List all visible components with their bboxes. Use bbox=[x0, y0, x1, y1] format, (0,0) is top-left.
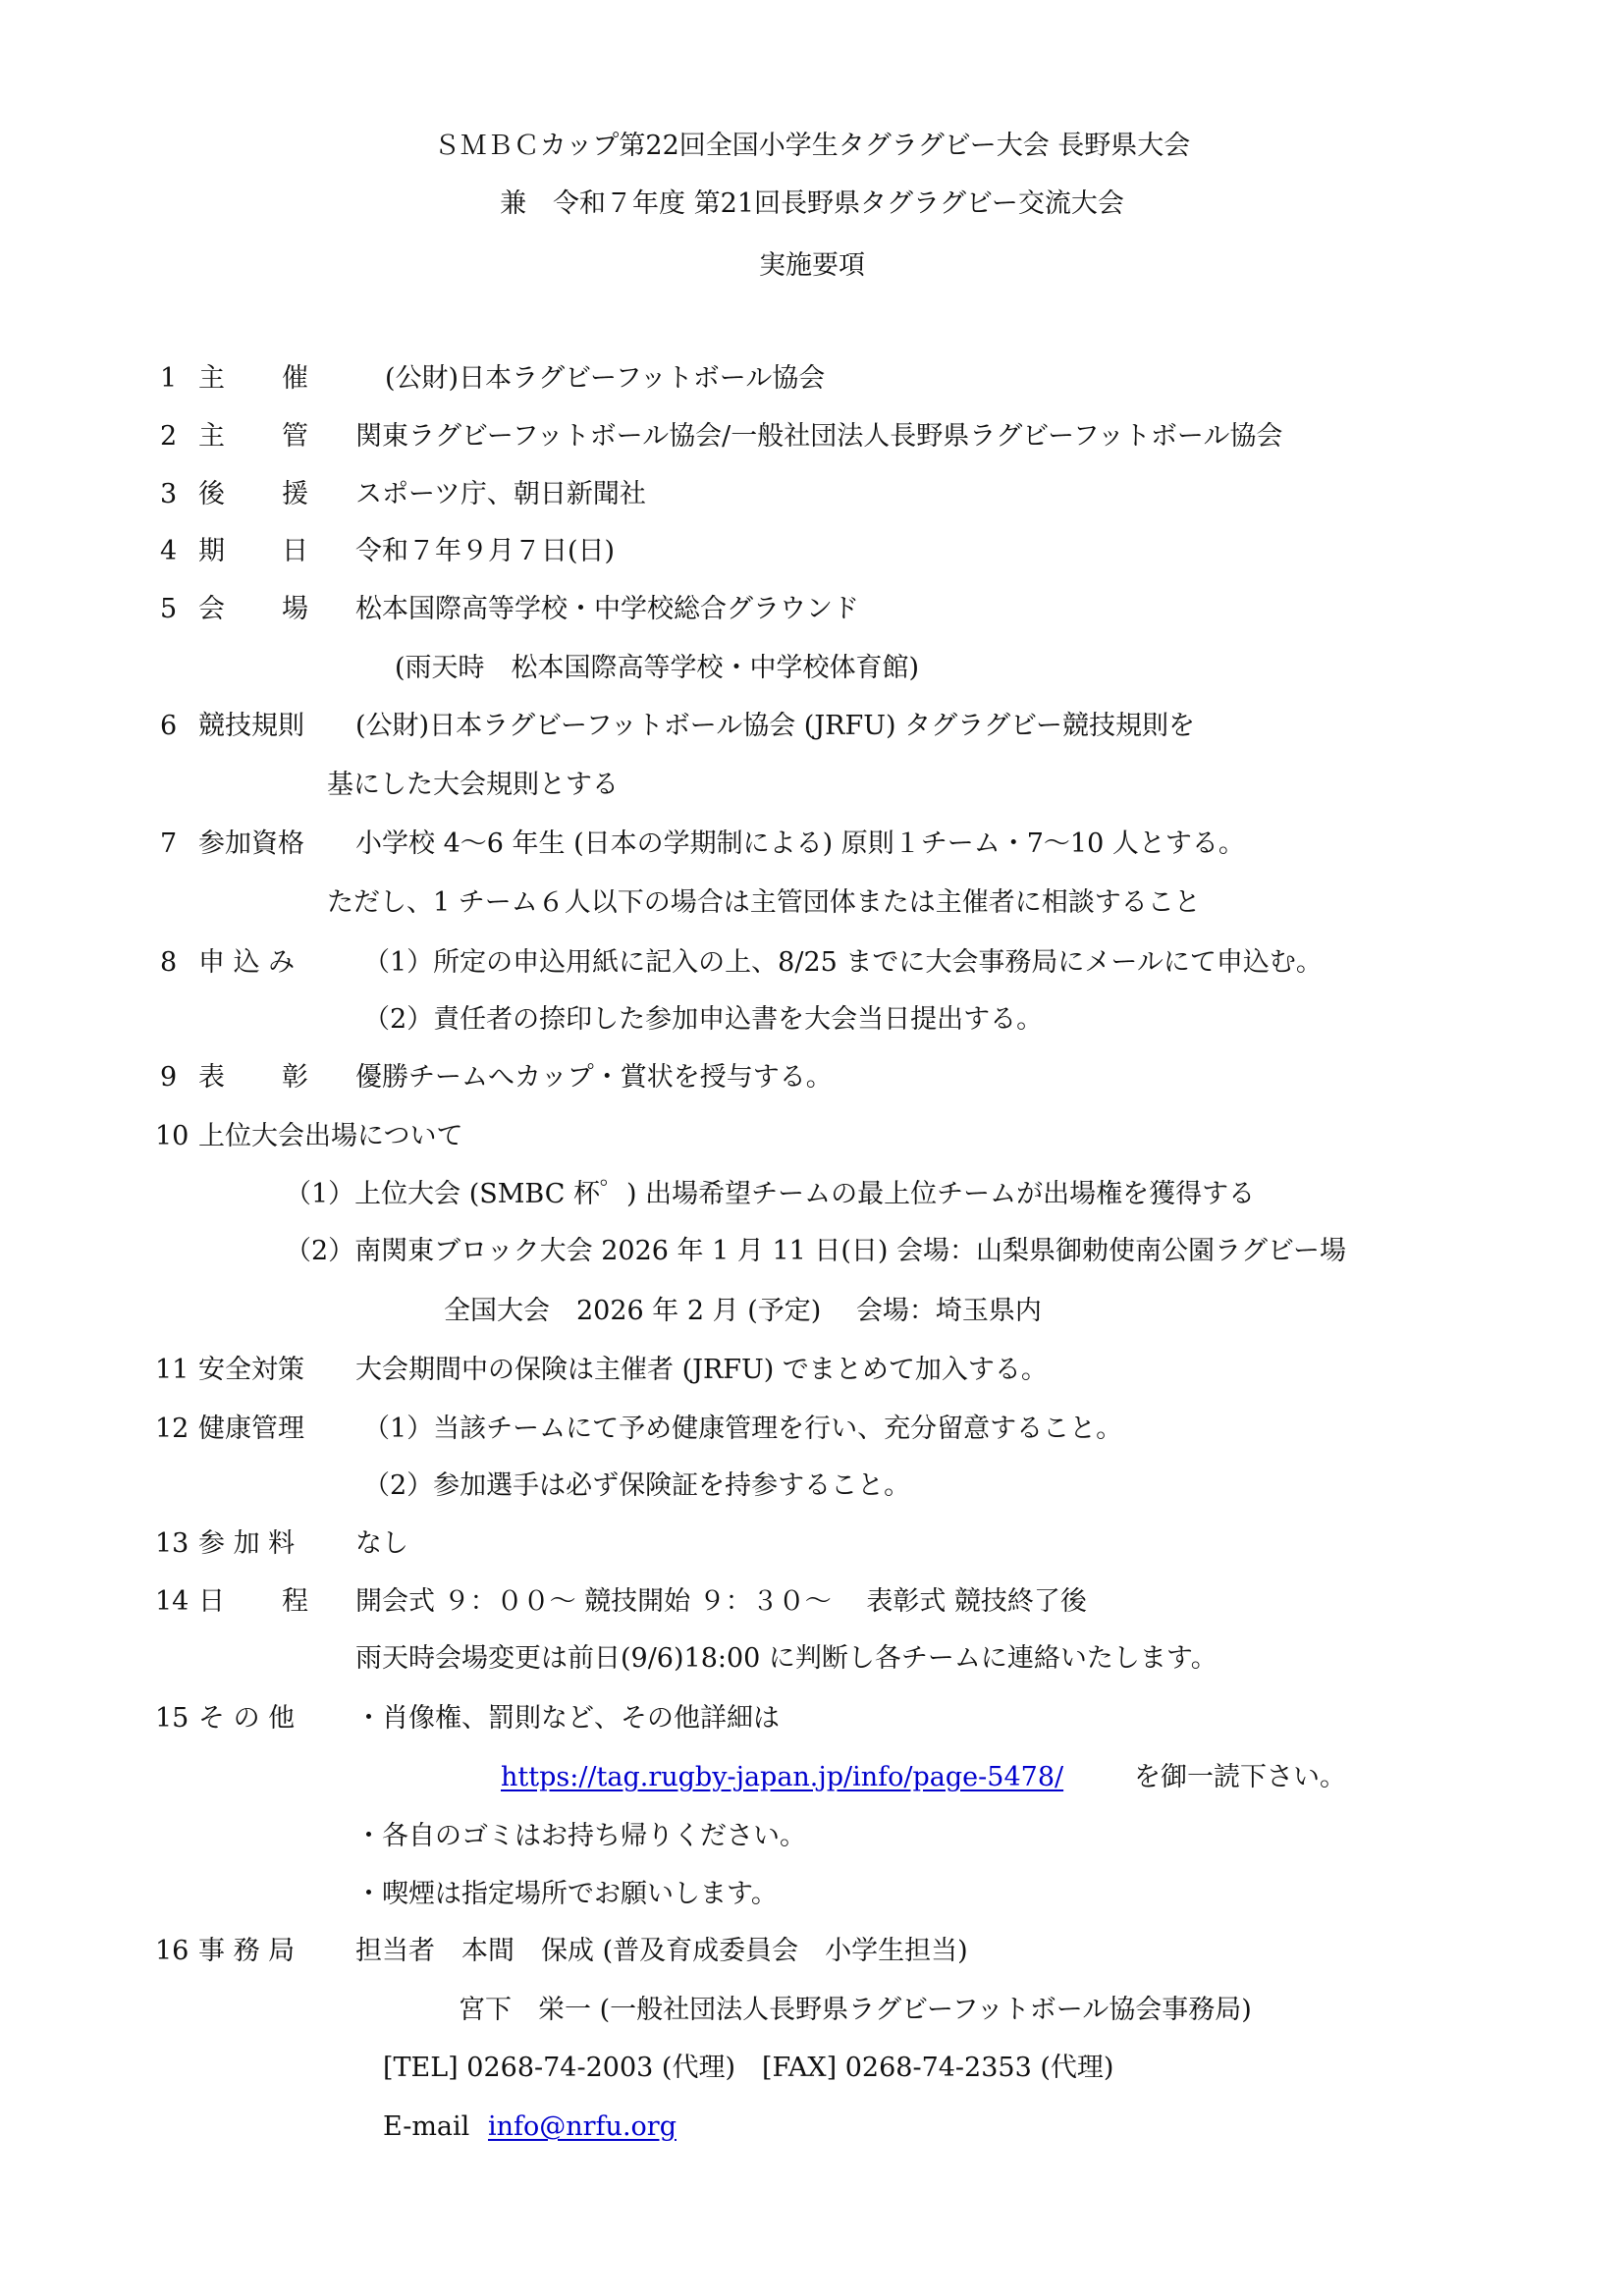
item-label-a: 日 bbox=[198, 1586, 225, 1617]
item-text: 関東ラグビーフットボール協会/一般社団法人長野県ラグビーフットボール協会 bbox=[355, 421, 1283, 452]
item-label: 参加資格 bbox=[198, 828, 304, 859]
item-number: 12 bbox=[155, 1414, 189, 1444]
item-number: 10 bbox=[155, 1121, 189, 1151]
item-label-b: 場 bbox=[282, 594, 308, 624]
title-line-3: 実施要項 bbox=[759, 250, 865, 281]
item-label: そ の 他 bbox=[198, 1703, 296, 1734]
item-number: 13 bbox=[155, 1528, 189, 1559]
item-text: 優勝チームへカップ・賞状を授与する。 bbox=[355, 1062, 833, 1093]
item-continuation: （2）責任者の捺印した参加申込書を大会当日提出する。 bbox=[363, 1004, 1044, 1035]
item-text: （1）所定の申込用紙に記入の上、8/25 までに大会事務局にメールにて申込む。 bbox=[363, 947, 1323, 978]
item-label: 参 加 料 bbox=[198, 1528, 296, 1559]
item-continuation: （2）参加選手は必ず保険証を持参すること。 bbox=[363, 1470, 911, 1501]
link-suffix: を御一読下さい。 bbox=[1134, 1762, 1346, 1792]
item-label-a: 主 bbox=[198, 421, 225, 452]
item-label: 上位大会出場について bbox=[198, 1121, 463, 1151]
item-label-b: 援 bbox=[282, 479, 308, 509]
email-link[interactable]: info@nrfu.org bbox=[488, 2111, 677, 2142]
item-label-b: 程 bbox=[282, 1586, 308, 1617]
item-continuation: 宮下 栄一 (一般社団法人長野県ラグビーフットボール協会事務局) bbox=[459, 1995, 1252, 2025]
item-continuation: (雨天時 松本国際高等学校・中学校体育館) bbox=[395, 653, 920, 683]
item-number: 6 bbox=[160, 711, 178, 741]
item-text: なし bbox=[355, 1528, 408, 1559]
item-text: ・肖像権、罰則など、その他詳細は bbox=[355, 1703, 780, 1734]
tel-fax-text: [TEL] 0268-74-2003 (代理) [FAX] 0268-74-2353 (代理) bbox=[383, 2053, 1114, 2083]
item-number: 8 bbox=[160, 947, 178, 978]
item-sub: （2）南関東ブロック大会 2026 年 1 月 11 日(日) 会場：山梨県御勅使南公園ラグビー場 bbox=[285, 1236, 1346, 1266]
item-label-a: 会 bbox=[198, 594, 225, 624]
item-number: 15 bbox=[155, 1703, 189, 1734]
item-label-a: 表 bbox=[198, 1062, 225, 1093]
item-continuation: ただし、1 チーム６人以下の場合は主管団体または主催者に相談すること bbox=[327, 887, 1201, 918]
item-text: 開会式 ９：００～ 競技開始 ９：３０～ 表彰式 競技終了後 bbox=[355, 1586, 1087, 1617]
item-number: 11 bbox=[155, 1355, 189, 1385]
item-number: 3 bbox=[160, 479, 178, 509]
item-number: 5 bbox=[160, 594, 178, 624]
item-sub: （1）上位大会 (SMBC 杯゜) 出場希望チームの最上位チームが出場権を獲得する bbox=[285, 1179, 1256, 1209]
item-number: 14 bbox=[155, 1586, 189, 1617]
title-line-1: ＳＭＢＣカップ第22回全国小学生タグラグビー大会 長野県大会 bbox=[433, 131, 1191, 161]
item-text: 松本国際高等学校・中学校総合グラウンド bbox=[355, 594, 859, 624]
item-number: 9 bbox=[160, 1062, 178, 1093]
item-number: 4 bbox=[160, 536, 178, 566]
item-sub: 全国大会 2026 年 2 月 (予定) 会場：埼玉県内 bbox=[444, 1296, 1042, 1326]
item-label: 競技規則 bbox=[198, 711, 304, 741]
item-number: 1 bbox=[160, 363, 178, 394]
item-label-a: 主 bbox=[198, 363, 225, 394]
item-text: (公財)日本ラグビーフットボール協会 (JRFU) タグラグビー競技規則を bbox=[355, 711, 1196, 741]
item-number: 2 bbox=[160, 421, 178, 452]
item-text: （1）当該チームにて予め健康管理を行い、充分留意すること。 bbox=[363, 1414, 1123, 1444]
email-label: E-mail bbox=[383, 2111, 470, 2142]
item-text: 令和７年９月７日(日) bbox=[355, 536, 616, 566]
item-number: 7 bbox=[160, 828, 178, 859]
item-text: (公財)日本ラグビーフットボール協会 bbox=[385, 363, 826, 394]
item-label: 安全対策 bbox=[198, 1355, 304, 1385]
item-label-a: 期 bbox=[198, 536, 225, 566]
item-label: 事 務 局 bbox=[198, 1936, 296, 1966]
item-continuation: 基にした大会規則とする bbox=[327, 770, 619, 800]
item-label-b: 催 bbox=[282, 363, 308, 394]
item-label-a: 後 bbox=[198, 479, 225, 509]
item-text: 小学校 4～6 年生 (日本の学期制による) 原則１チーム・7～10 人とする。 bbox=[355, 828, 1245, 859]
item-label: 健康管理 bbox=[198, 1414, 304, 1444]
item-continuation: 雨天時会場変更は前日(9/6)18:00 に判断し各チームに連絡いたします。 bbox=[355, 1643, 1218, 1674]
item-text: 大会期間中の保険は主催者 (JRFU) でまとめて加入する。 bbox=[355, 1355, 1048, 1385]
item-label-b: 日 bbox=[282, 536, 308, 566]
item-label-b: 彰 bbox=[282, 1062, 308, 1093]
item-bullet: ・喫煙は指定場所でお願いします。 bbox=[355, 1879, 778, 1909]
title-line-2: 兼 令和７年度 第21回長野県タグラグビー交流大会 bbox=[500, 188, 1124, 219]
item-number: 16 bbox=[155, 1936, 189, 1966]
item-label-b: 管 bbox=[282, 421, 308, 452]
item-label: 申 込 み bbox=[198, 947, 296, 978]
item-text: スポーツ庁、朝日新聞社 bbox=[355, 479, 646, 509]
item-bullet: ・各自のゴミはお持ち帰りください。 bbox=[355, 1821, 806, 1851]
rules-page-link[interactable]: https://tag.rugby-japan.jp/info/page-5478/ bbox=[501, 1762, 1064, 1792]
item-text: 担当者 本間 保成 (普及育成委員会 小学生担当) bbox=[355, 1936, 968, 1966]
